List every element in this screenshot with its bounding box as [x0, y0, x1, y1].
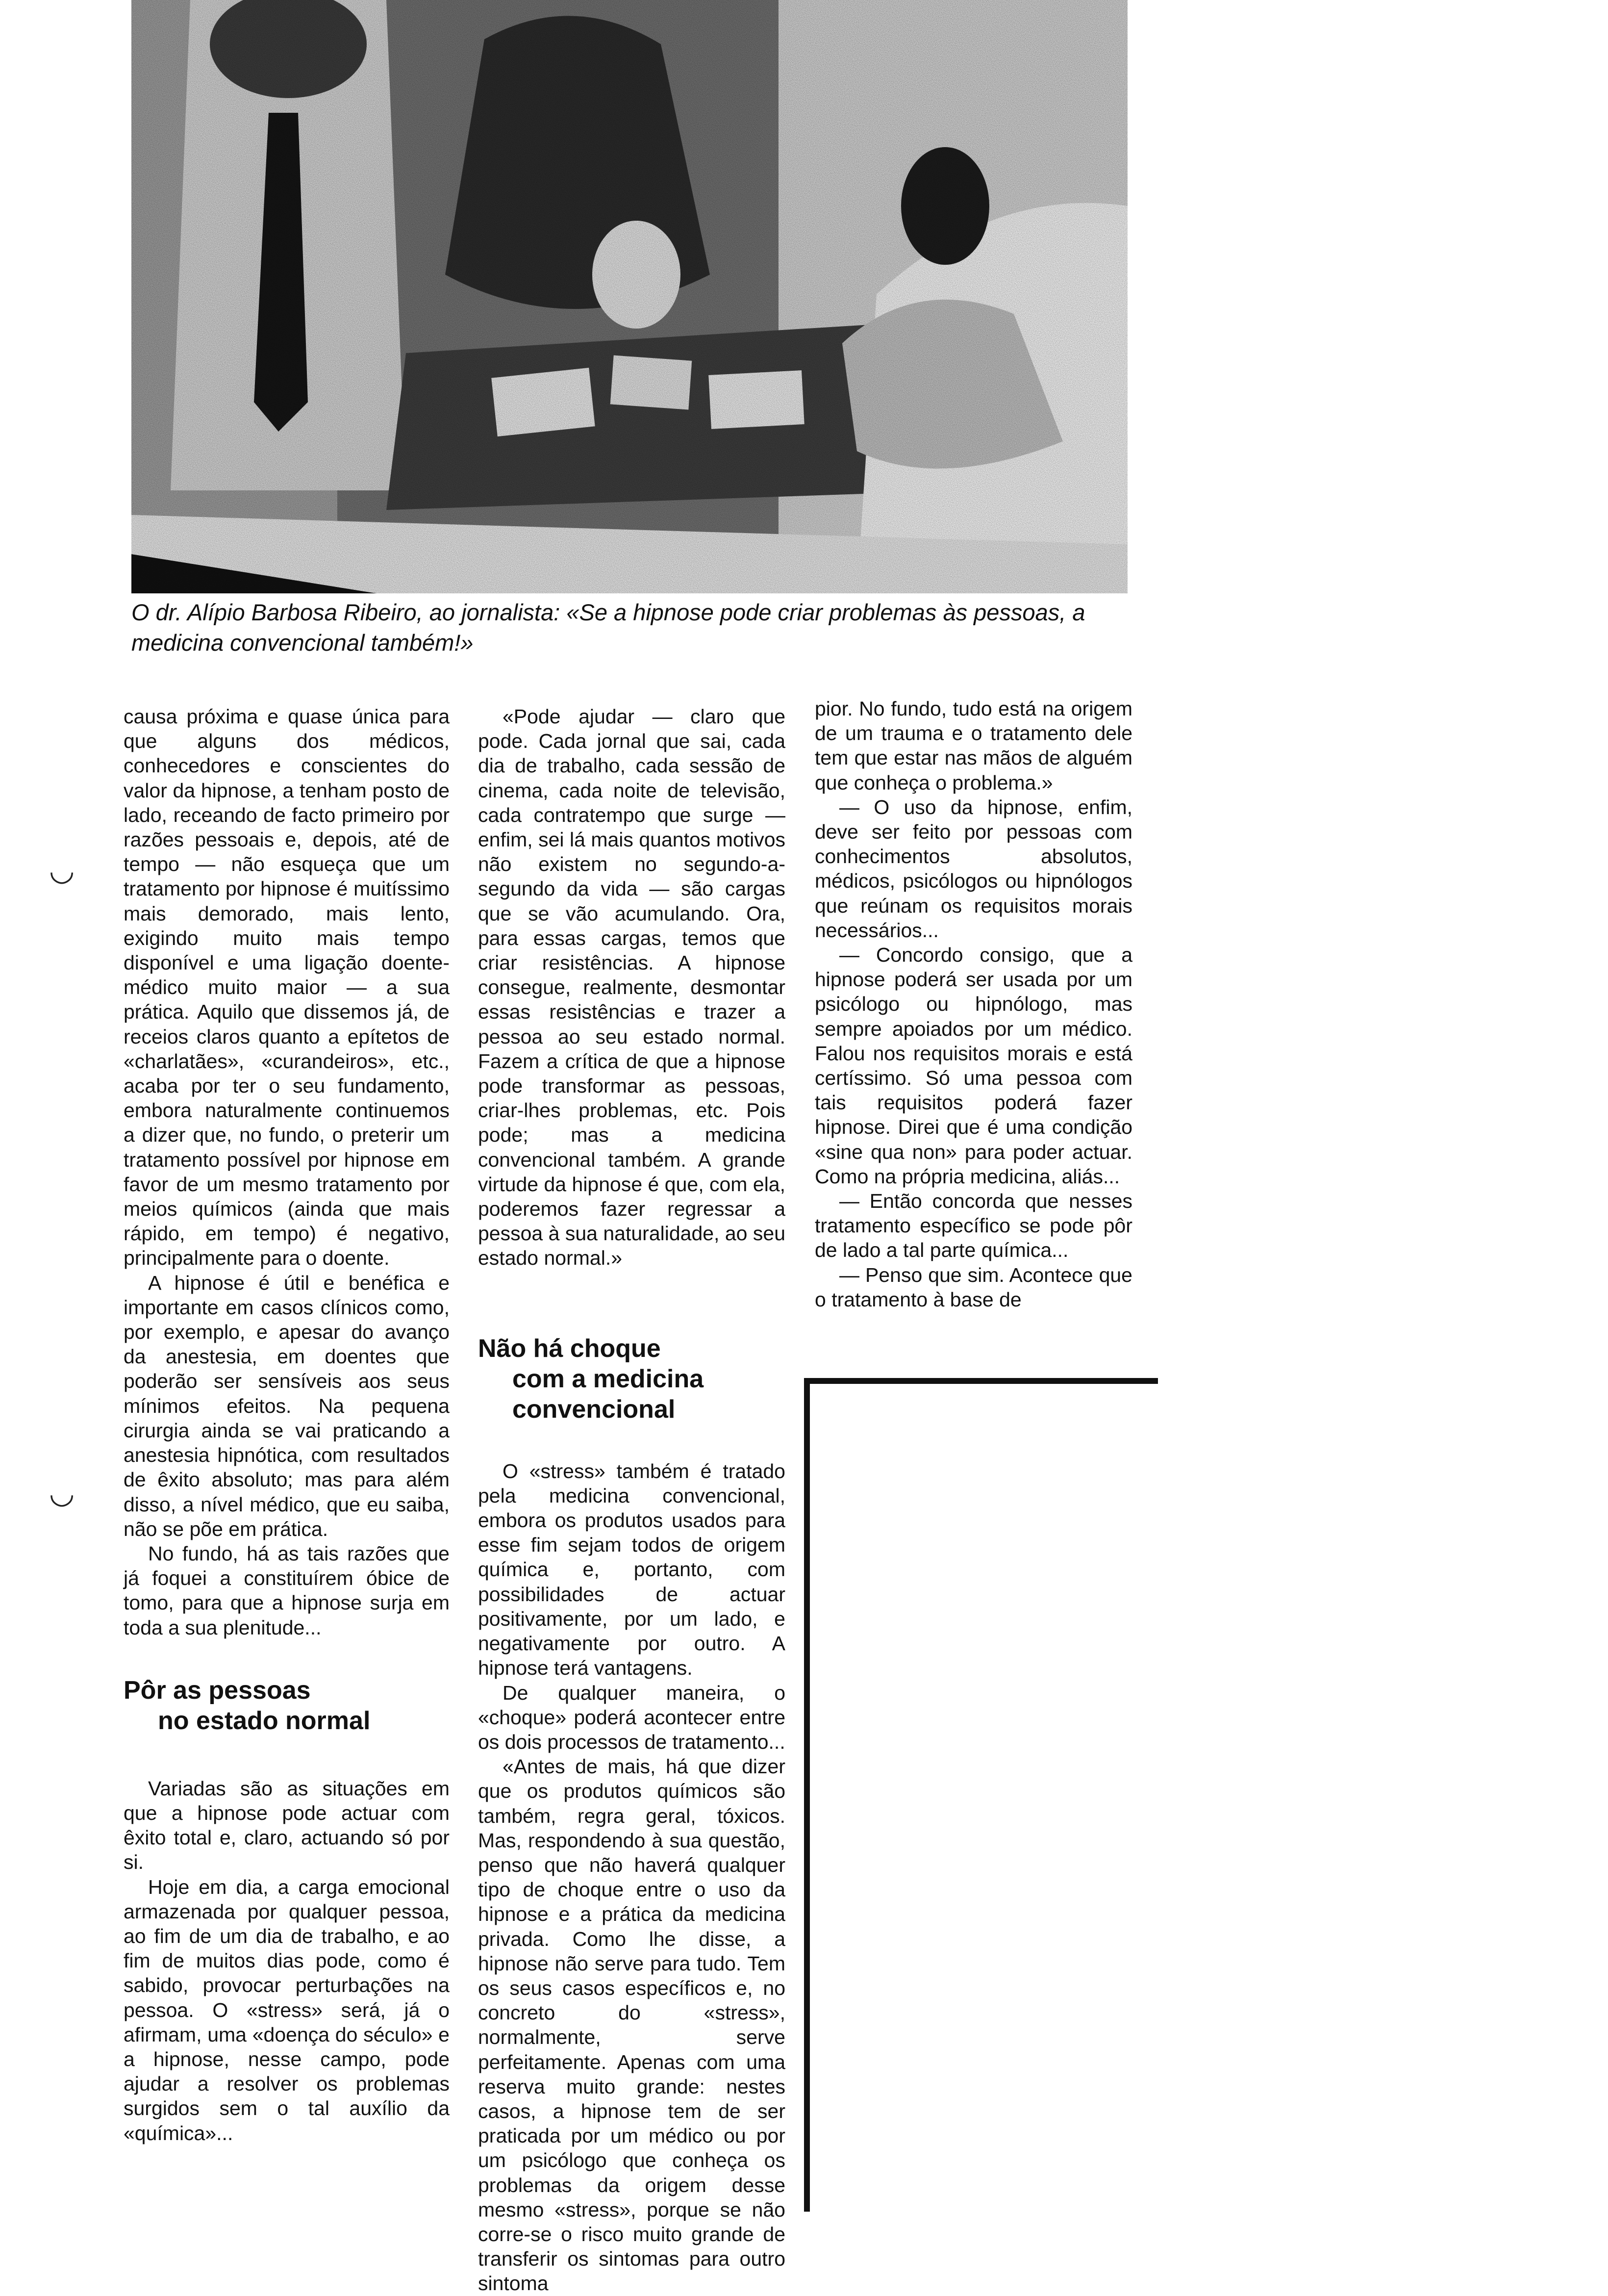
binder-mark-icon: ◡: [49, 1476, 75, 1510]
section-heading: [478, 1333, 785, 1425]
paragraph: — Então concorda que nesses tratamento específico se pode pôr de lado a tal parte química...: [815, 1190, 1132, 1262]
article-column-2: [478, 704, 785, 2296]
article-column-3: [815, 696, 1132, 1312]
column-rule-horizontal: [804, 1378, 1158, 1384]
paragraph: De qualquer maneira, o «choque» poderá acontecer entre os dois processos de tratamento...: [478, 1681, 785, 1753]
paragraph: — Concordo consigo, que a hipnose poderá ser usada por um psicólogo ou hipnólogo, mas sempre apoiados por um médico. Falou nos requisitos morais e está certíssimo. Só uma pessoa com tais requisitos poderá fazer hipnose. Direi que é uma condição «sine qua non» para poder actuar. Como na própria medicina, aliás...: [815, 944, 1132, 1188]
paragraph: Hoje em dia, a carga emocional armazenada por qualquer pessoa, ao fim de um dia de trabalho, e ao fim de muitos dias pode, como é sabido, provocar perturbações na pessoa. O «stress» será, já o afirmam, uma «doença do século» e a hipnose, nesse campo, pode ajudar a resolver os problemas surgidos sem o tal auxílio da «química»...: [124, 1875, 450, 2144]
paragraph: «Antes de mais, há que dizer que os produtos químicos são também, regra geral, tóxicos. Mas, respondendo à sua questão, penso que não haverá qualquer tipo de choque entre o uso da hipnose e a prática da medicina privada. Como lhe disse, a hipnose não serve para tudo. Tem os seus casos específicos e, no concreto do «stress», normalmente, serve perfeitamente. Apenas com uma reserva muito grande: nestes casos, a hipnose tem de ser praticada por um médico ou por um psicólogo que conheça os problemas da origem desse mesmo «stress», porque se não corre-se o risco muito grande de transferir os sintomas para outro sintoma: [478, 1755, 785, 2295]
heading-line: convencional: [512, 1395, 676, 1424]
paragraph: — Penso que sim. Acontece que o tratamento à base de: [815, 1263, 1132, 1311]
heading-line: Pôr as pessoas: [124, 1676, 311, 1705]
heading-line: Não há choque: [478, 1334, 661, 1363]
paragraph: pior. No fundo, tudo está na origem de um trauma e o tratamento dele tem que estar nas mãos de alguém que conheça o problema.»: [815, 697, 1132, 794]
paragraph: Variadas são as situações em que a hipnose pode actuar com êxito total e, claro, actuando só por si.: [124, 1777, 450, 1874]
paragraph: A hipnose é útil e benéfica e importante em casos clínicos como, por exemplo, e apesar do avanço da anestesia, em doentes que poderão ser sensíveis aos seus mínimos efeitos. Na pequena cirurgia ainda se vai praticando a anestesia hipnótica, com resultados de êxito absoluto; mas para além disso, a nível médico, que eu saiba, não se põe em prática.: [124, 1271, 450, 1540]
paragraph: O «stress» também é tratado pela medicina convencional, embora os produtos usados para esse fim sejam todos de origem química e, portanto, com possibilidades de actuar positivamente, por um lado, e negativamente por outro. A hipnose terá vantagens.: [478, 1459, 785, 1680]
paragraph: No fundo, há as tais razões que já foquei a constituírem óbice de tomo, para que a hipnose surja em toda a sua plenitude...: [124, 1542, 450, 1639]
article-photo: [131, 0, 1128, 593]
photo-caption: O dr. Alípio Barbosa Ribeiro, ao jornalista: «Se a hipnose pode criar problemas às pessoas, a medicina convencional também!»: [131, 599, 1085, 656]
column-rule-vertical: [804, 1378, 810, 2212]
section-heading: [124, 1675, 450, 1736]
heading-line: com a medicina: [512, 1364, 704, 1393]
heading-line: no estado normal: [158, 1706, 371, 1735]
newspaper-photo-icon: [131, 0, 1128, 593]
paragraph: causa próxima e quase única para que alguns dos médicos, conhecedores e conscientes do valor da hipnose, a tenham posto de lado, receando de facto primeiro por razões pessoais e, depois, até de tempo — não esqueça que um tratamento por hipnose é muitíssimo mais demorado, mais lento, exigindo muito mais tempo disponível e uma ligação doente-médico muito maior — a sua prática. Aquilo que dissemos já, de receios claros quanto a epítetos de «charlatães», «curandeiros», etc., acaba por ter o seu fundamento, embora naturalmente continuemos a dizer que, no fundo, o preterir um tratamento possível por hipnose em favor de um mesmo tratamento por meios químicos (ainda que mais rápido, em tempo) é negativo, principalmente para o doente.: [124, 705, 450, 1270]
binder-mark-icon: ◡: [49, 853, 75, 888]
paragraph: — O uso da hipnose, enfim, deve ser feito por pessoas com conhecimentos absolutos, médicos, psicólogos ou hipnólogos que reúnam os requisitos morais necessários...: [815, 795, 1132, 942]
paragraph: «Pode ajudar — claro que pode. Cada jornal que sai, cada dia de trabalho, cada sessão de cinema, cada noite de televisão, cada contratempo que surge — enfim, sei lá mais quantos motivos não existem no segundo-a-segundo da vida — são cargas que se vão acumulando. Ora, para essas cargas, temos que criar resistências. A hipnose consegue, realmente, desmontar essas resistências e trazer a pessoa ao seu estado normal. Fazem a crítica de que a hipnose pode transformar as pessoas, criar-lhes problemas, etc. Pois pode; mas a medicina convencional também. A grande virtude da hipnose é que, com ela, poderemos fazer regressar a pessoa à sua naturalidade, ao seu estado normal.»: [478, 705, 785, 1270]
article-column-1: [124, 704, 450, 2145]
